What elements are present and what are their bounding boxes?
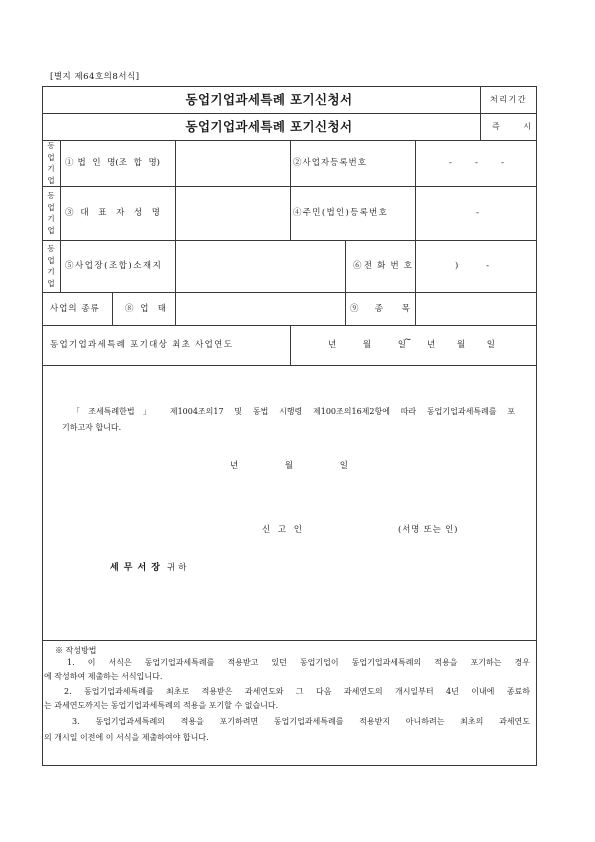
processing-period-value: 즉 시	[492, 121, 531, 131]
signature-note: (서명 또는 인)	[398, 525, 459, 535]
section-label: 동업기업	[47, 141, 55, 185]
form-number: [별지 제64호의8서식]	[50, 72, 140, 82]
instruction-line: 에 작성하여 제출하는 서식입니다.	[44, 672, 163, 681]
corp-name-label: ①법 인 명(조 합 명)	[65, 158, 160, 168]
waiver-period-from: 년 월 일	[328, 340, 406, 350]
waiver-period-separator: ~	[404, 335, 412, 345]
addressee: 세 무 서 장	[110, 563, 160, 573]
address-value-cell	[175, 240, 345, 292]
representative-value-cell	[175, 186, 290, 240]
resident-no-label: ④주민(법인)등록번호	[293, 208, 389, 218]
instruction-line: 1. 이 서식은 동업기업과세특례를 적용받고 있던 동업기업이 동업기업과세특례의 적용을 포기하는 경우	[67, 658, 530, 667]
instruction-line: 의 개시일 이전에 이 서식을 제출하여야 합니다.	[44, 733, 209, 742]
section-label: 동업기업	[47, 244, 55, 288]
instruction-line: 2. 동업기업과세특례를 최초로 적용받은 과세연도와 그 다음 과세연도의 개시일부터 4년 이내에 종료하	[64, 687, 530, 696]
waiver-period-label: 동업기업과세특례 포기대상 최초 사업연도	[50, 340, 234, 350]
declaration-line: 기하고자 합니다.	[62, 423, 122, 432]
grid-line	[42, 640, 537, 641]
address-label: ⑤사업장(조합)소재지	[65, 261, 163, 271]
phone-value-cell	[415, 240, 537, 292]
section-label-cell	[42, 240, 60, 292]
business-item-label: ⑨종 목	[350, 303, 410, 314]
biz-reg-no-value-cell	[415, 140, 537, 186]
processing-period-cell	[480, 113, 537, 140]
declaration-date: 년 월 일	[230, 461, 348, 471]
phone-value: ) -	[455, 261, 489, 271]
biz-reg-no-value: - - -	[449, 158, 504, 168]
declaration-line: 「조세특례한법」 제1004조의17 및 동법 시행령 제100조의16제2항에 따라 동업기업과세특례를 포	[72, 407, 515, 416]
form-title-row-2	[42, 113, 480, 140]
processing-period-label: 처리기간	[490, 94, 527, 104]
section-label-cell	[42, 186, 60, 240]
instructions-heading: ※ 작성방법	[55, 646, 97, 655]
representative-label-cell	[60, 186, 175, 240]
business-item-label-cell	[345, 292, 415, 325]
form-title-row-1	[42, 86, 480, 113]
waiver-period-to-cell	[427, 325, 495, 365]
waiver-period-from-cell	[328, 325, 406, 365]
declarant-label: 신 고 인	[262, 525, 302, 535]
instruction-line: 는 과세연도까지는 동업기업과세특례의 적용을 포기할 수 없습니다.	[44, 701, 279, 710]
waiver-period-to: 년 월 일	[427, 340, 495, 350]
section-label-cell	[42, 140, 60, 186]
addressee-suffix: 귀하	[167, 563, 190, 573]
phone-label-cell	[345, 240, 415, 292]
form-title: 동업기업과세특례 포기신청서	[185, 91, 353, 107]
section-label: 동업기업	[47, 191, 55, 235]
business-category-value-cell	[175, 292, 345, 325]
grid-line	[290, 325, 291, 365]
representative-label: ③대 표 자 성 명	[65, 208, 160, 218]
form-title: 동업기업과세특례 포기신청서	[185, 118, 353, 134]
resident-no-value: -	[476, 208, 479, 218]
instruction-line: 3. 동업기업과세특례의 적용을 포기하려면 동업기업과세특례를 적용받지 아니하려는 최초의 과세연도	[72, 717, 530, 726]
grid-line	[42, 365, 537, 366]
corp-name-value-cell	[175, 140, 290, 186]
business-category-label-cell	[112, 292, 175, 325]
business-type-label: 사업의 종류	[50, 303, 100, 314]
phone-label: ⑥전 화 번 호	[353, 261, 412, 271]
business-item-value-cell	[415, 292, 537, 325]
business-category-label: ⑧업 태	[125, 303, 166, 314]
biz-reg-no-label: ②사업자등록번호	[293, 158, 367, 168]
corp-name-label-cell	[60, 140, 175, 186]
